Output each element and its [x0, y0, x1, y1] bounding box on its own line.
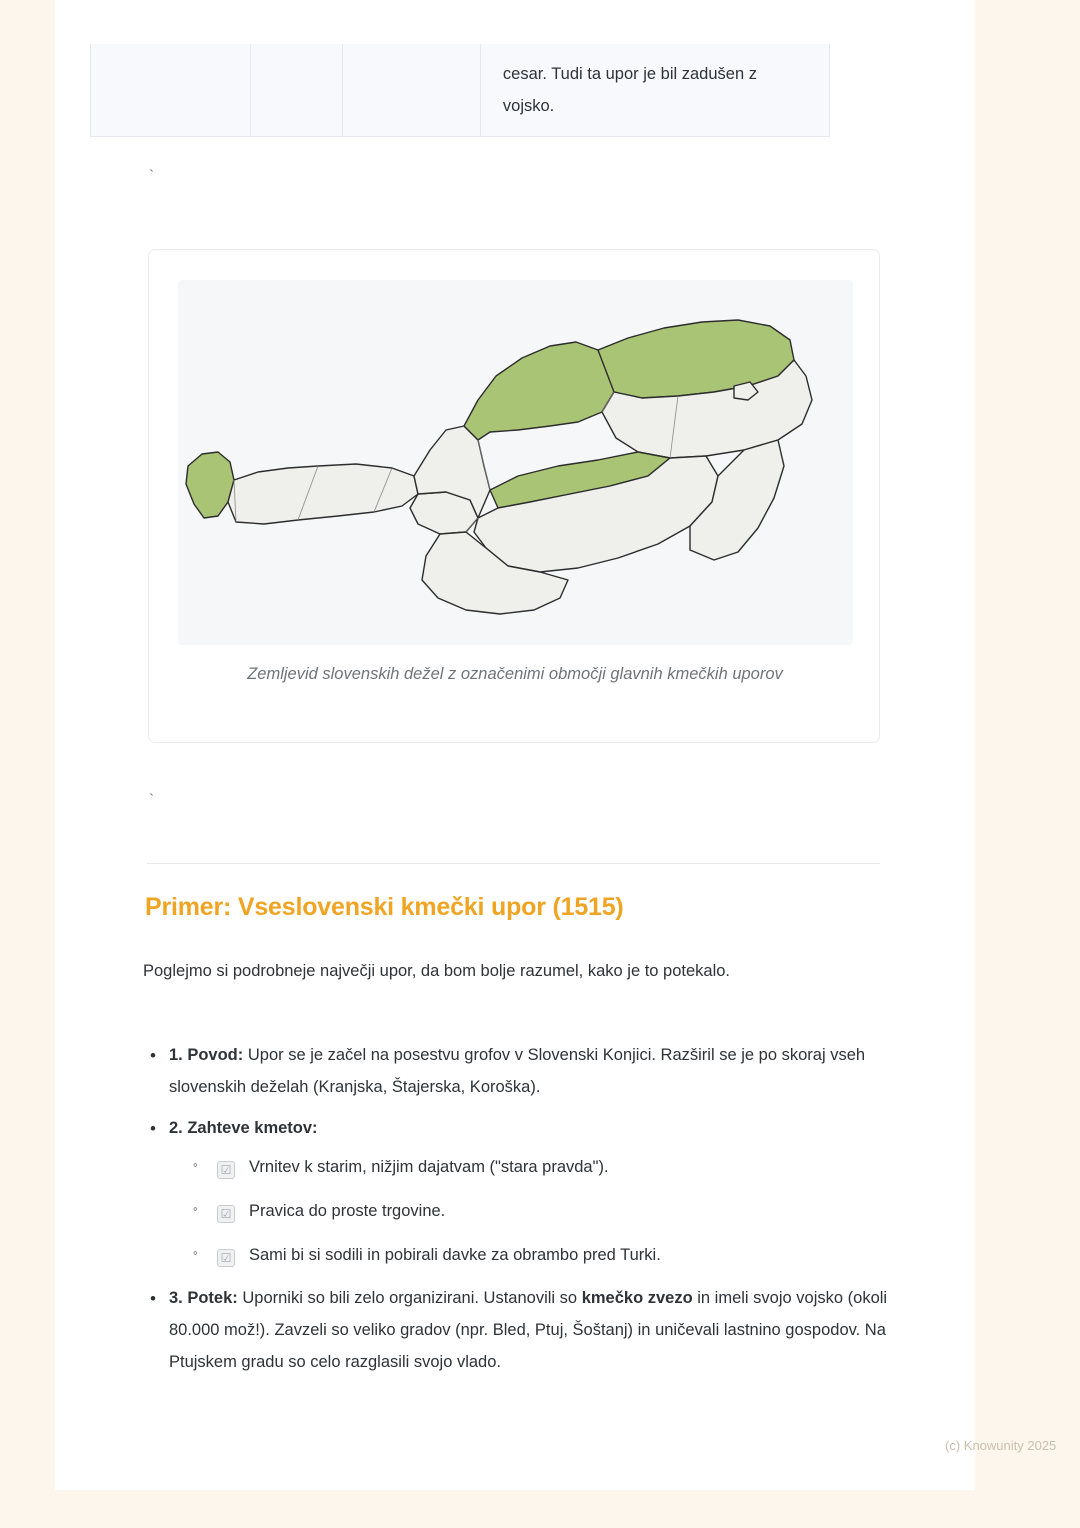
austria-map-svg: [178, 280, 853, 645]
list-item-text-before: Uporniki so bili zelo organizirani. Ustanovili so: [237, 1289, 582, 1308]
bullet-icon: •: [150, 1118, 156, 1138]
checkbox-icon: ☑: [217, 1161, 235, 1179]
document-page: [55, 0, 1057, 1490]
list-item: [150, 1113, 909, 1271]
checkbox-icon: ☑: [217, 1205, 235, 1223]
table-cell-description: cesar. Tudi ta upor je bil zadušen z vojsko.: [502, 65, 757, 116]
section-divider: [147, 863, 880, 864]
map-figure: [178, 280, 853, 645]
section-title: Primer: Vseslovenski kmečki upor (1515): [145, 893, 624, 921]
sub-list-item: [193, 1151, 909, 1183]
table-cell-empty-2: [251, 44, 344, 136]
figure-card: [148, 249, 880, 743]
figure-caption: Zemljevid slovenskih dežel z označenimi območji glavnih kmečkih uporov: [247, 665, 783, 683]
stray-backtick-top: `: [147, 168, 157, 185]
sub-list-item-text: Sami bi si sodili in pobirali davke za obrambo pred Turki.: [249, 1245, 661, 1264]
circle-bullet-icon: ◦: [193, 1200, 198, 1216]
page-right-margin: [975, 0, 1080, 1528]
sub-list-item: [193, 1239, 909, 1271]
sub-list-item-text: Pravica do proste trgovine.: [249, 1201, 446, 1220]
list-item-label: 1. Povod:: [169, 1046, 244, 1064]
bullet-icon: •: [150, 1046, 156, 1065]
list-item-emphasis: kmečko zvezo: [581, 1289, 693, 1308]
main-list: [143, 1040, 909, 1388]
list-item: [150, 1283, 909, 1379]
table-cell-empty-3: [343, 44, 481, 136]
section-intro: Poglejmo si podrobneje največji upor, da bom bolje razumel, kako je to potekalo.: [143, 962, 731, 980]
sub-list-item: [193, 1195, 909, 1227]
bullet-icon: •: [150, 1289, 156, 1309]
page-left-margin: [0, 0, 55, 1528]
circle-bullet-icon: ◦: [193, 1244, 198, 1260]
table-cell-empty-1: [91, 44, 251, 136]
watermark: (c) Knowunity 2025: [945, 1438, 1057, 1453]
list-item-label: 3. Potek:: [169, 1289, 238, 1308]
list-item-text-after: in imeli svojo vojsko (okoli 80.000 mož!). Zavzeli so veliko gradov (npr. Bled, Ptuj, Šoštanj) in uničevali lastnino gospodov. Na Ptujskem gradu so celo razglasili svojo vlado.: [169, 1289, 888, 1371]
page-bottom-margin: [0, 1490, 1080, 1528]
checkbox-icon: ☑: [217, 1249, 235, 1267]
table-fragment: [90, 44, 830, 137]
sub-list-item-text: Vrnitev k starim, nižjim dajatvam ("stara pravda").: [249, 1157, 609, 1176]
circle-bullet-icon: ◦: [193, 1156, 198, 1172]
list-item-label: 2. Zahteve kmetov:: [169, 1118, 318, 1137]
list-item: [150, 1040, 909, 1104]
demands-sub-list: [169, 1151, 909, 1272]
list-item-text: Upor se je začel na posestvu grofov v Slovenski Konjici. Razširil se je po skoraj vseh slovenskih deželah (Kranjska, Štajerska, Koroška).: [169, 1046, 866, 1096]
stray-backtick-bottom: `: [147, 792, 157, 809]
